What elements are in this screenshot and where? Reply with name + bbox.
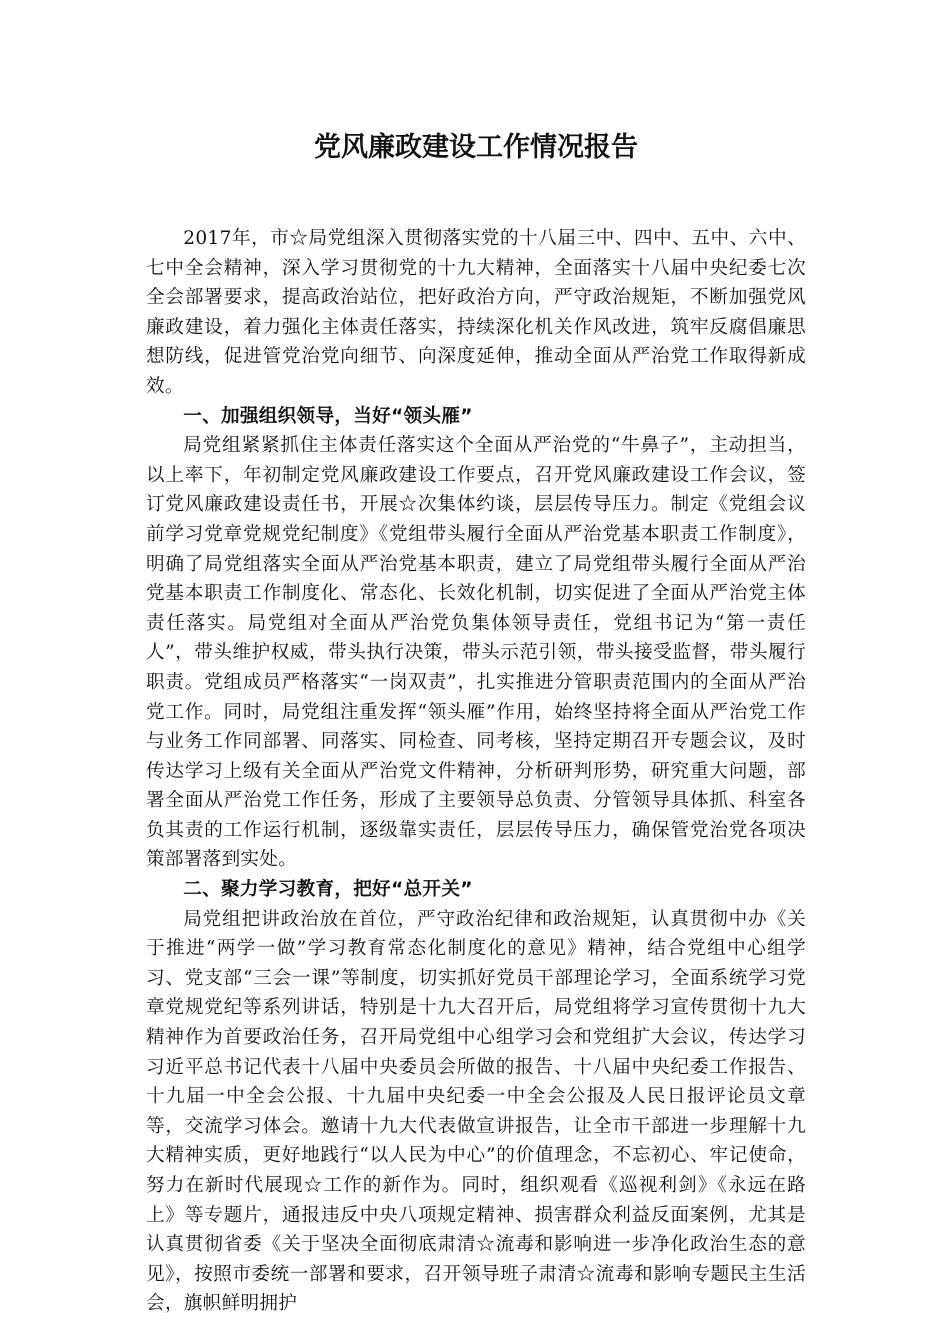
section-2-paragraph: 局党组把讲政治放在首位，严守政治纪律和政治规矩，认真贯彻中办《关于推进“两学一做”学习教育常态化制度化的意见》精神，结合党组中心组学习、党支部“三会一课”等制度，切实抓好党员干部理论学习，全面系统学习党章党规党纪等系列讲话，特别是十九大召开后，局党组将学习宣传贯彻十九大精神作为首要政治任务，召开局党组中心组学习会和党组扩大会议，传达学习习近平总书记代表十八届中央委员会所做的报告、十八届中央纪委工作报告、十九届一中全会公报、十九届中央纪委一中全会公报及人民日报评论员文章等，交流学习体会。邀请十九大代表做宣讲报告，让全市干部进一步理解十九大精神实质，更好地践行“以人民为中心”的价值理念，不忘初心、牢记使命，努力在新时代展现☆工作的新作为。同时，组织观看《巡视利剑》《永远在路上》等专题片，通报违反中央八项规定精神、损害群众利益反面案例，尤其是认真贯彻省委《关于坚决全面彻底肃清☆流毒和影响进一步净化政治生态的意见》，按照市委统一部署和要求，召开领导班子肃清☆流毒和影响专题民主生活会，旗帜鲜明拥护 — [146, 908, 806, 1315]
document-title: 党风廉政建设工作情况报告 — [314, 132, 638, 163]
section-heading-2: 二、聚力学习教育，把好“总开关” — [183, 879, 473, 901]
intro-paragraph: 2017年，市☆局党组深入贯彻落实党的十八届三中、四中、五中、六中、七中全会精神，深入学习贯彻党的十九大精神，全面落实十八届中央纪委七次全会部署要求，提高政治站位，把好政治方向，严守政治规矩，不断加强党风廉政建设，着力强化主体责任落实，持续深化机关作风改进，筑牢反腐倡廉思想防线，促进管党治党向细节、向深度延伸，推动全面从严治党工作取得新成效。 — [146, 228, 806, 397]
document-body — [146, 224, 806, 1319]
section-1-paragraph: 局党组紧紧抓住主体责任落实这个全面从严治党的“牛鼻子”，主动担当，以上率下，年初制定党风廉政建设工作要点，召开党风廉政建设工作会议，签订党风廉政建设责任书，开展☆次集体约谈，层层传导压力。制定《党组会议前学习党章党规党纪制度》《党组带头履行全面从严治党基本职责工作制度》，明确了局党组落实全面从严治党基本职责，建立了局党组带头履行全面从严治党基本职责工作制度化、常态化、长效化机制，切实促进了全面从严治党主体责任落实。局党组对全面从严治党负集体领导责任，党组书记为“第一责任人”，带头维护权威，带头执行决策，带头示范引领，带头接受监督，带头履行职责。党组成员严格落实“一岗双责”，扎实推进分管职责范围内的全面从严治党工作。同时，局党组注重发挥“领头雁”作用，始终坚持将全面从严治党工作与业务工作同部署、同落实、同检查、同考核，坚持定期召开专题会议，及时传达学习上级有关全面从严治党文件精神，分析研判形势，研究重大问题，部署全面从严治党工作任务，形成了主要领导总负责、分管领导具体抓、科室各负其责的工作运行机制，逐级靠实责任，层层传导压力，确保管党治党各项决策部署落到实处。 — [146, 435, 806, 871]
section-heading-1: 一、加强组织领导，当好“领头雁” — [183, 405, 473, 427]
